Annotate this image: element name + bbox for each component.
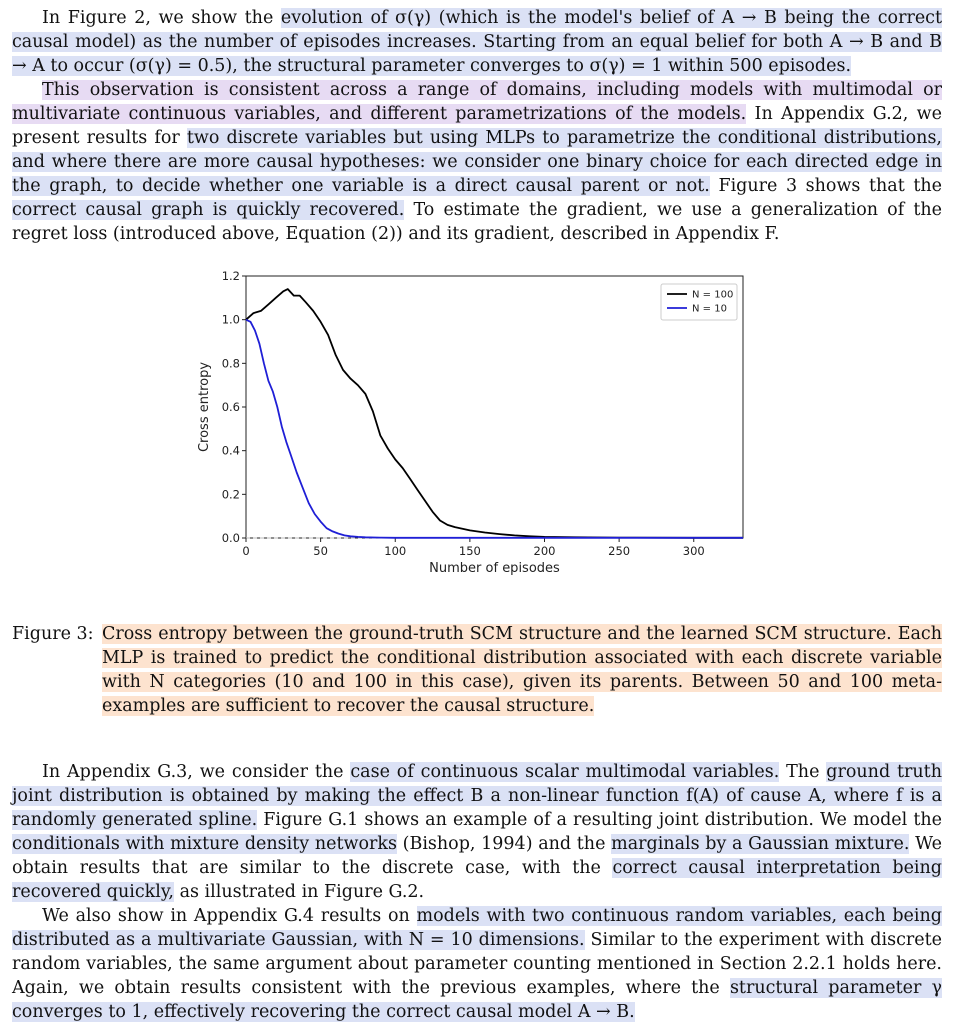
p2-text-3: To estimate the gradient, we use a generalization of the regret loss (introduced above, Equation (2)) and its gradient, described in Appendix F. [12,200,942,244]
paragraph-2 [12,78,942,246]
y-tick-label: 1.2 [221,269,240,283]
paragraph-4 [12,904,942,1024]
p3-text-3: Figure G.1 shows an example of a resulting joint distribution. We model the [257,810,942,830]
p4-text-2: Similar to the experiment with discrete random variables, the same argument about parameter counting mentioned in Section 2.2.1 holds here. Again, we obtain results consistent with the previous examples, where the [12,930,942,998]
y-tick-label: 1.0 [221,312,240,327]
p2-text-1: In Appendix G.2, we present results for [12,104,942,148]
x-tick-label: 150 [458,544,481,558]
chart-legend [661,284,737,320]
y-tick-label: 0.2 [221,487,240,502]
y-tick-label: 0.8 [221,356,240,371]
y-tick-label: 0.0 [221,531,240,545]
p3-text-2: The [779,762,827,782]
x-axis-label: Number of episodes [429,561,560,576]
p3-highlight-3: conditionals with mixture density networks [12,834,397,854]
p4-highlight-2: structural parameter γ converges to 1, effectively recovering the correct causal model A → B. [12,978,942,1022]
p1-highlight: evolution of σ(γ) (which is the model's belief of A → B being the correct causal model) as the number of episodes increases. Starting from an equal belief for both A → B and B → A to occur (σ(γ) = 0.5), the structural parameter converges to σ(γ) = 1 within 500 episodes. [12,8,943,76]
caption-text-wrap [102,622,942,718]
cross-entropy-plot [190,264,760,594]
p3-highlight-5: correct causal interpretation being recovered quickly, [12,858,942,902]
y-axis-ticks [222,269,246,545]
p1-text: In Figure 2, we show the [42,8,281,28]
legend-entry: N = 10 [692,303,727,315]
p3-highlight-2: ground truth joint distribution is obtained by making the effect B a non-linear function f(A) of cause A, where f is a randomly generated spline. [12,762,942,830]
p3-text-5: We obtain results that are similar to the discrete case, with the [12,834,942,878]
y-axis-label: Cross entropy [197,361,212,453]
series-line-n100 [246,289,743,538]
y-tick-label: 0.6 [221,400,240,414]
figure-3-chart [190,264,760,594]
p2-highlight-1: This observation is consistent across a range of domains, including models with multimodal or multivariate continuous variables, and different parametrizations of the models. [12,80,942,124]
y-tick-label: 0.4 [221,443,240,458]
p2-highlight-2: two discrete variables but using MLPs to parametrize the conditional distributions, and where there are more causal hypotheses: we consider one binary choice for each directed edge in the graph, to decide whether one variable is a direct causal parent or not. [12,128,942,196]
p3-text-4: (Bishop, 1994) and the [396,834,612,854]
x-tick-label: 250 [608,544,631,558]
p3-highlight-4: marginals by a Gaussian mixture. [611,834,910,854]
series-lines [246,289,743,538]
p3-highlight-1: case of continuous scalar multimodal variables. [350,762,780,782]
p2-highlight-3: correct causal graph is quickly recovered. [12,200,405,220]
x-tick-label: 0 [242,544,250,558]
legend-entry: N = 100 [692,289,734,301]
p3-text-1: In Appendix G.3, we consider the [42,762,351,782]
paragraph-1 [12,6,942,78]
figure-3-caption [12,622,942,718]
figure-label: Figure 3: [12,624,94,644]
series-line-n10 [246,320,743,538]
x-tick-label: 50 [313,544,328,558]
x-axis-ticks [242,538,704,558]
x-tick-label: 100 [384,544,407,558]
p3-text-6: as illustrated in Figure G.2. [174,882,425,902]
x-tick-label: 200 [533,544,556,558]
x-tick-label: 300 [682,544,705,558]
p2-text-2: Figure 3 shows that the [709,176,943,196]
p4-text-1: We also show in Appendix G.4 results on [42,906,417,926]
paragraph-3 [12,760,942,904]
caption-text: Cross entropy between the ground-truth SCM structure and the learned SCM structure. Each MLP is trained to predict the conditional distribution associated with each discrete variable with N categories (10 and 100 in this case), given its parents. Between 50 and 100 meta-examples are sufficient to recover the causal structure. [102,624,942,716]
p4-highlight-1: models with two continuous random variables, each being distributed as a multivariate Gaussian, with N = 10 dimensions. [12,906,942,950]
